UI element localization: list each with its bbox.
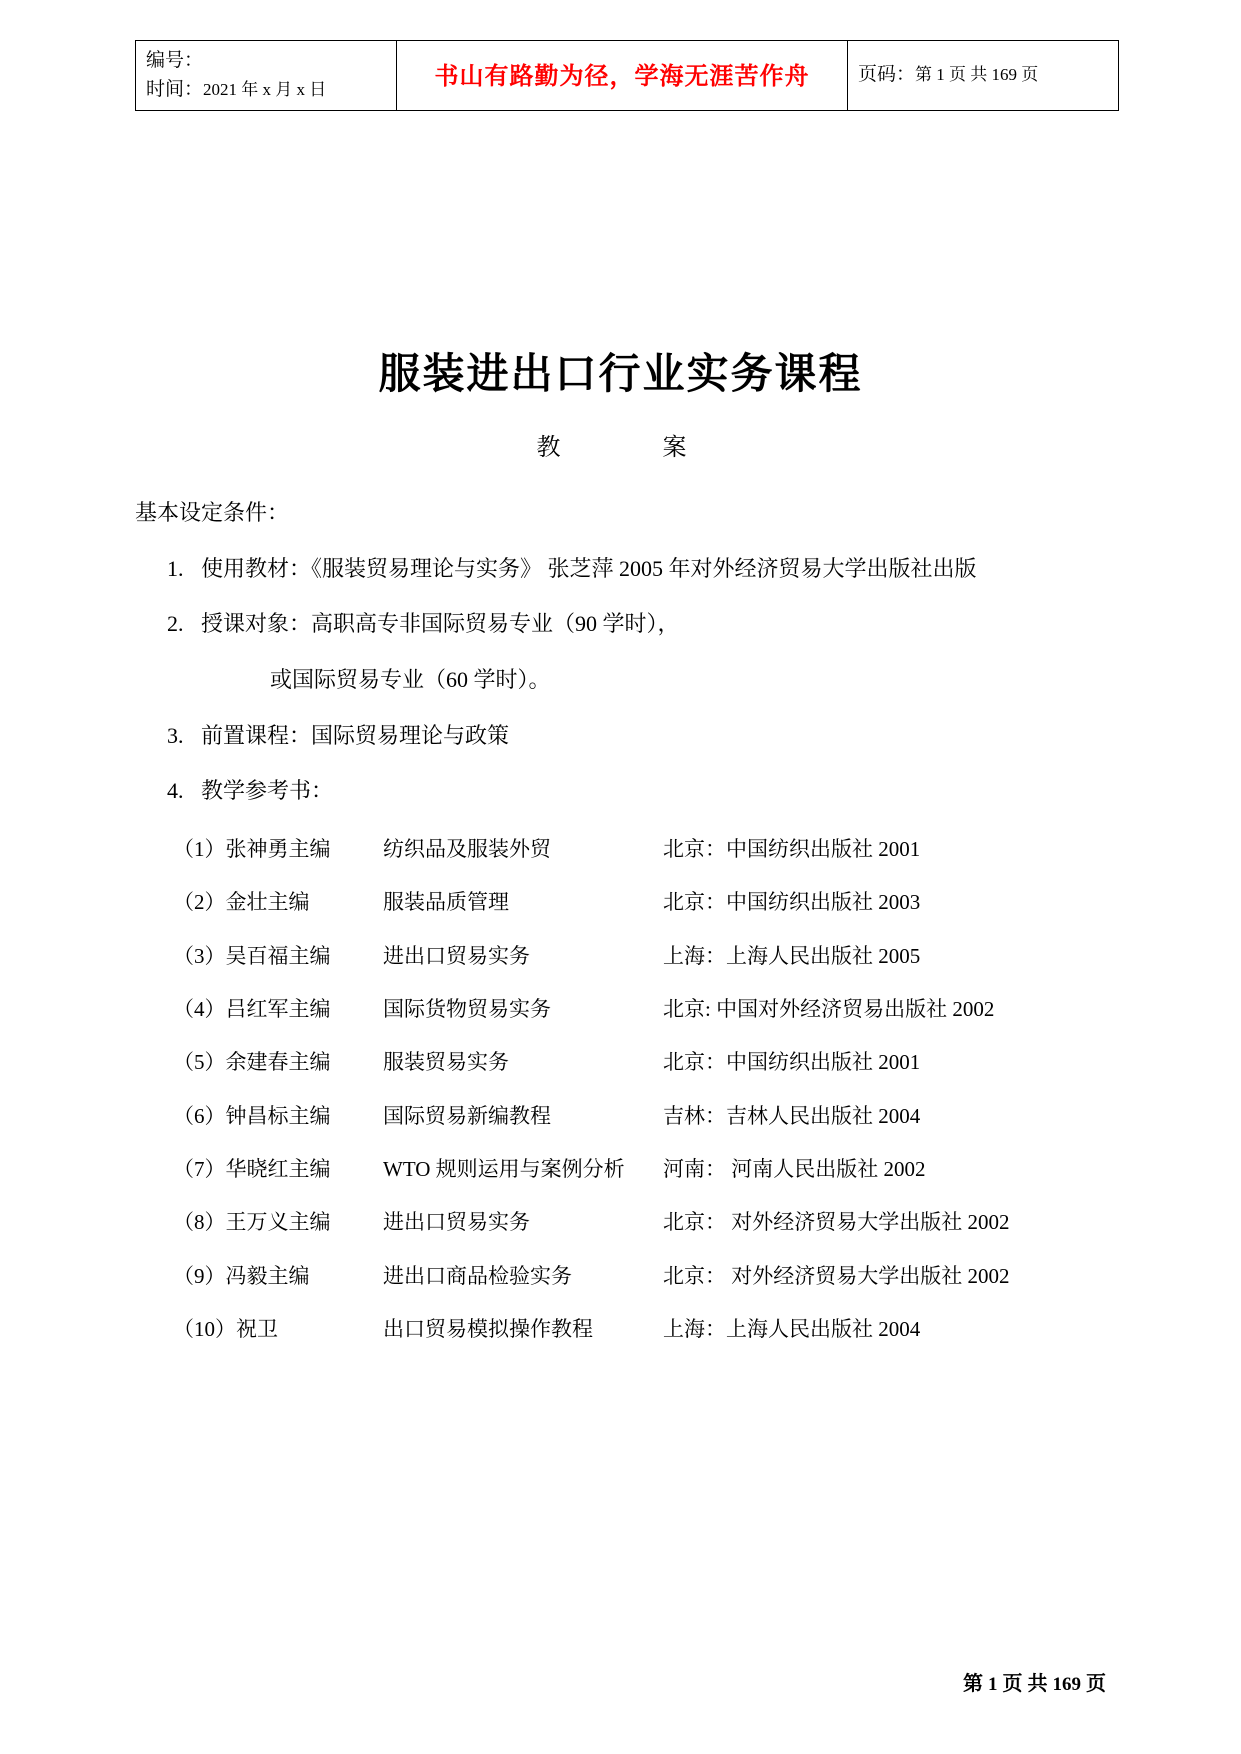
list-item [135, 889, 1106, 916]
reference-title: 进出口贸易实务 [383, 943, 530, 968]
footer-page-number: 1 [988, 1674, 998, 1695]
reference-publisher: 北京：中国纺织出版社 2001 [663, 837, 921, 862]
footer-middle: 页 共 [1002, 1673, 1048, 1695]
reference-publisher: 北京： 对外经济贸易大学出版社 2002 [663, 1210, 1010, 1235]
reference-author: （4）吕红军主编 [173, 997, 331, 1022]
header-cell-pagination [848, 41, 1119, 111]
reference-title: 进出口贸易实务 [383, 1210, 530, 1235]
header-number-line [146, 47, 386, 76]
list-item [135, 1263, 1106, 1290]
header-row [136, 41, 1119, 111]
header-cell-meta [136, 41, 397, 111]
title-spacer [135, 111, 1106, 341]
list-item [135, 1103, 1106, 1130]
page-footer [963, 1667, 1106, 1696]
header-page-value: 第 1 页 共 169 页 [915, 65, 1039, 85]
reference-author: （3）吴百福主编 [173, 943, 331, 968]
footer-prefix: 第 [963, 1673, 983, 1695]
reference-author: （8）王万义主编 [173, 1210, 331, 1235]
conditions-heading: 基本设定条件： [135, 500, 290, 525]
list-item [135, 1156, 1106, 1183]
footer-total-pages: 169 [1052, 1674, 1081, 1695]
reference-author: （6）钟昌标主编 [173, 1103, 331, 1128]
list-item [135, 1316, 1106, 1343]
header-number-label: 编号： [146, 50, 204, 71]
header-slogan: 书山有路勤为径，学海无涯苦作舟 [434, 60, 810, 90]
reference-title: 国际贸易新编教程 [383, 1103, 551, 1128]
list-item-text: 授课对象：高职高专非国际贸易专业（90 学时）， [201, 611, 680, 637]
reference-publisher: 北京： 对外经济贸易大学出版社 2002 [663, 1263, 1010, 1288]
reference-title: 进出口商品检验实务 [383, 1263, 572, 1288]
header-date-line [146, 76, 386, 105]
reference-title: 国际货物贸易实务 [383, 997, 551, 1022]
list-item [135, 1049, 1106, 1076]
reference-title: 服装品质管理 [383, 890, 509, 915]
header-cell-slogan [397, 41, 848, 111]
footer-suffix: 页 [1086, 1673, 1106, 1695]
reference-publisher: 河南： 河南人民出版社 2002 [663, 1156, 926, 1181]
list-item [135, 996, 1106, 1023]
reference-author: （7）华晓红主编 [173, 1156, 331, 1181]
list-item [135, 776, 1106, 806]
page-subtitle: 教 案 [536, 435, 705, 461]
reference-author: （9）冯毅主编 [173, 1263, 310, 1288]
list-item-text: 使用教材：《服装贸易理论与实务》 张芝萍 2005 年对外经济贸易大学出版社出版 [201, 555, 977, 581]
list-item-text: 教学参考书： [201, 778, 334, 804]
page-title: 服装进出口行业实务课程 [378, 349, 863, 398]
list-item-marker: 2. [167, 611, 184, 637]
header-date-label: 时间： [146, 78, 204, 100]
header-date-value: 2021 年 x 月 x 日 [203, 79, 327, 99]
list-item [135, 554, 1106, 584]
list-item-text: 前置课程：国际贸易理论与政策 [201, 722, 510, 748]
list-item [135, 721, 1106, 751]
reference-author: （5）余建春主编 [173, 1050, 331, 1075]
list-item-marker: 1. [167, 555, 184, 581]
list-item [135, 836, 1106, 863]
reference-publisher: 上海：上海人民出版社 2005 [663, 943, 921, 968]
reference-publisher: 上海：上海人民出版社 2004 [663, 1316, 921, 1341]
reference-publisher: 北京: 中国对外经济贸易出版社 2002 [663, 997, 995, 1022]
reference-title: 纺织品及服装外贸 [383, 837, 551, 862]
reference-title: 出口贸易模拟操作教程 [383, 1316, 593, 1341]
page-header-table [135, 40, 1119, 111]
header-page-label: 页码： [858, 64, 916, 86]
reference-title: WTO 规则运用与案例分析 [383, 1156, 625, 1181]
reference-list [135, 836, 1106, 1343]
reference-author: （2）金壮主编 [173, 890, 310, 915]
reference-author: （1）张神勇主编 [173, 837, 331, 862]
list-item [135, 609, 1106, 639]
reference-publisher: 北京：中国纺织出版社 2003 [663, 890, 921, 915]
list-item [135, 943, 1106, 970]
list-item-marker: 3. [167, 722, 184, 748]
reference-publisher: 吉林：吉林人民出版社 2004 [663, 1103, 921, 1128]
list-item [135, 1209, 1106, 1236]
reference-publisher: 北京：中国纺织出版社 2001 [663, 1050, 921, 1075]
list-item-marker: 4. [167, 778, 184, 804]
list-item-continuation: 或国际贸易专业（60 学时）。 [270, 667, 551, 693]
reference-author: （10）祝卫 [173, 1316, 278, 1341]
reference-title: 服装贸易实务 [383, 1050, 509, 1075]
